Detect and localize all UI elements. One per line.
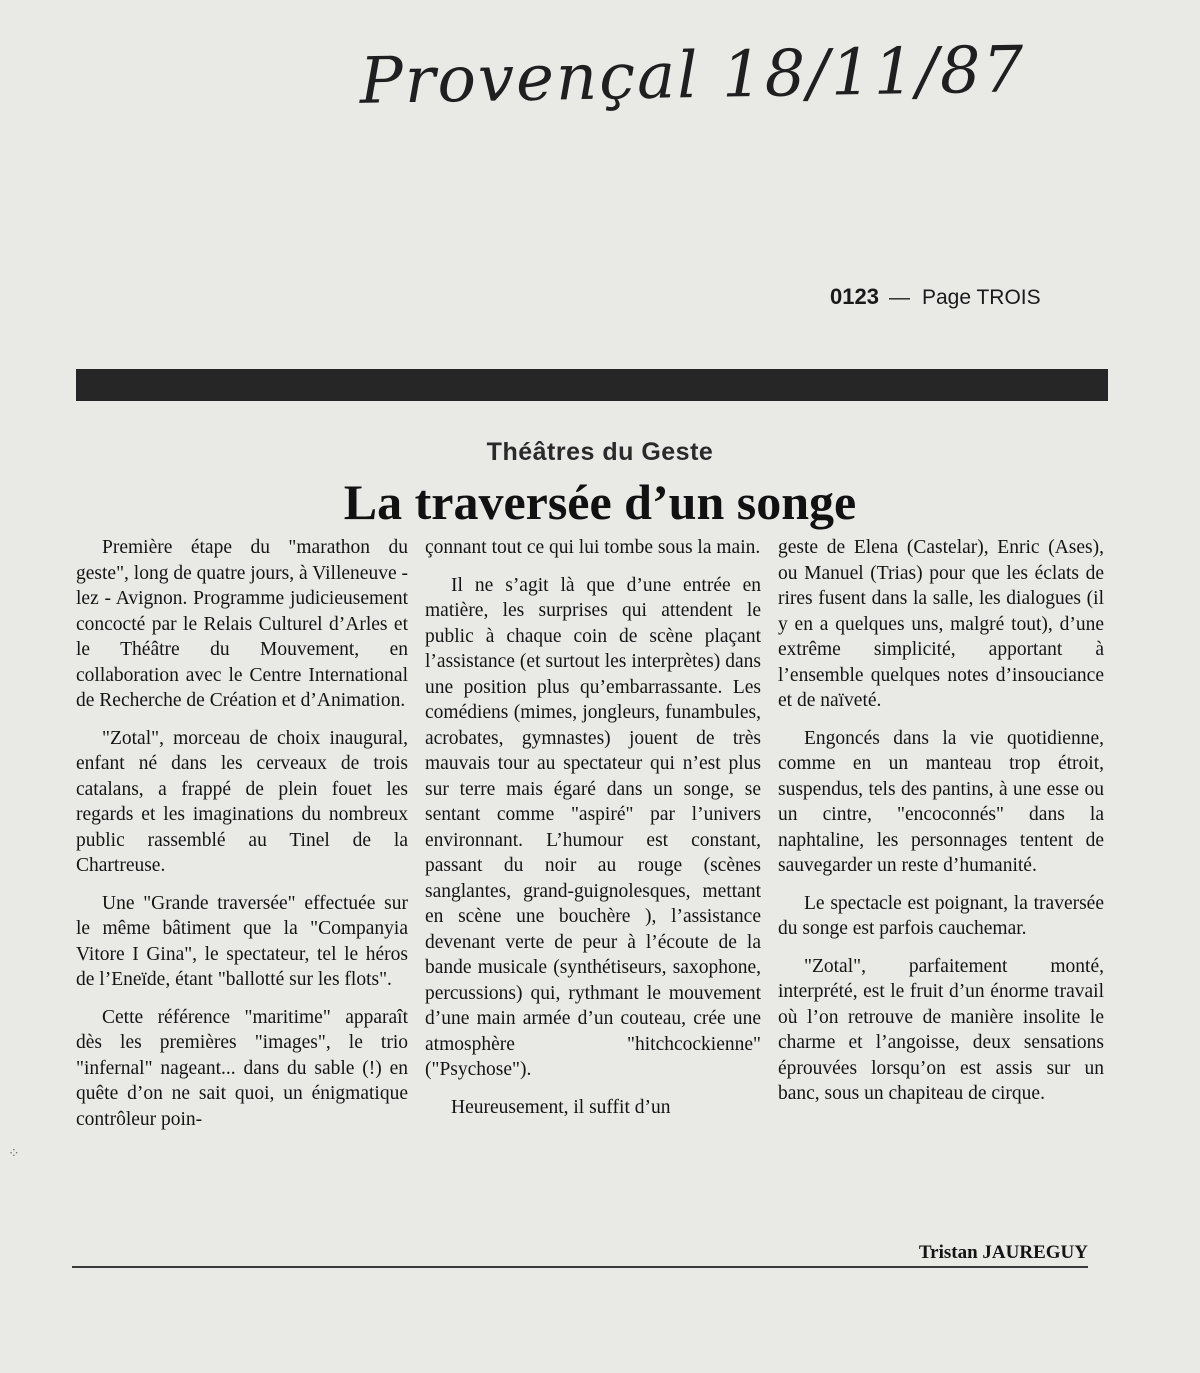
article-kicker: Théâtres du Geste xyxy=(486,438,714,466)
page-label: Page TROIS xyxy=(921,286,1041,309)
article-headline: La traversée d’un songe xyxy=(343,474,857,530)
article-paragraph: çonnant tout ce qui lui tombe sous la main. xyxy=(425,537,761,558)
article-paragraph: Première étape du "marathon du geste", long de quatre jours, à Villeneuve - lez - Avignon. Programme judicieusement concocté par le Relais Culturel d’Arles et le Théâtre du Mouvement, en collaboration avec le Centre International de Recherche de Création et d’Animation. xyxy=(76,537,408,711)
page-reference xyxy=(830,284,1120,310)
page-number: 0123 xyxy=(830,284,879,309)
article-paragraph: Le spectacle est poignant, la traversée du songe est parfois cauchemar. xyxy=(778,892,1104,939)
article-paragraph: Heureusement, il suffit d’un xyxy=(451,1096,671,1118)
article-paragraph: geste de Elena (Castelar), Enric (Ases), ou Manuel (Trias) pour que les éclats de rires fusent dans la salle, les dialogues (il y en a quelques uns, malgré tout), d’une extrême simplicité, apportant à l’ensemble quelques notes d’insouciance et de naïveté. xyxy=(778,537,1104,711)
article-paragraph: Engoncés dans la vie quotidienne, comme en un manteau trop étroit, suspendus, tels des pantins, à une esse ou un cintre, "encoconnés" dans la naphtaline, les personnages tentent de sauvegarder un reste d’humanité. xyxy=(778,727,1104,876)
page-dash: — xyxy=(888,286,910,309)
article-paragraph: "Zotal", parfaitement monté, interprété, est le fruit d’un énorme travail où l’on retrouve de manière insolite le charme et l’angoisse, deux sensations éprouvées lorsqu’on est assis sur un banc, sous un chapiteau de cirque. xyxy=(778,955,1104,1104)
article-paragraph: "Zotal", morceau de choix inaugural, enfant né dans les cerveaux de trois catalans, a frappé de plein fouet les regards et les imaginations du nombreux public rassemblé au Tinel de la Chartreuse. xyxy=(76,727,408,876)
article-byline: Tristan JAUREGUY xyxy=(918,1242,1088,1263)
article-paragraph: Cette référence "maritime" apparaît dès les premières "images", le trio "infernal" nageant... dans du sable (!) en quête d’on ne sait quoi, un énigmatique contrôleur poin- xyxy=(76,1006,408,1130)
article-column-2 xyxy=(425,535,761,1245)
article-paragraph: Il ne s’agit là que d’une entrée en matière, les surprises qui attendent le public à chaque coin de scène plaçant l’assistance (et surtout les interprètes) dans une position plus qu’embarrassante. Les comédiens (mimes, jongleurs, funambules, acrobates, gymnastes) jouent de très mauvais tour au spectateur qui n’est plus sur terre mais égaré dans un songe, se sentant comme "aspiré" par l’univers environnant. L’humour est constant, passant du noir au rouge (scènes sanglantes, grand-guignolesques, mettant en scène une bouchère ), l’assistance devenant verte de peur à l’écoute de la bande musicale (synthétiseurs, saxophone, percussions) qui, rythmant le mouvement d’une main armée d’un couteau, crée une atmosphère "hitchcockienne" ("Psychose"). xyxy=(425,574,761,1080)
header-rule-bar xyxy=(76,369,1108,401)
article-column-1 xyxy=(76,535,408,1245)
handwritten-annotation: Provençal 18/11/87 xyxy=(359,33,1026,119)
article-paragraph: Une "Grande traversée" effectuée sur le même bâtiment que la "Companyia Vitore I Gina", le spectateur, tel le héros de l’Eneïde, étant "ballotté sur les flots". xyxy=(76,892,408,990)
margin-smudge: ⁘ xyxy=(8,1146,20,1162)
article-column-3 xyxy=(778,535,1104,1245)
bottom-rule xyxy=(72,1266,1088,1268)
